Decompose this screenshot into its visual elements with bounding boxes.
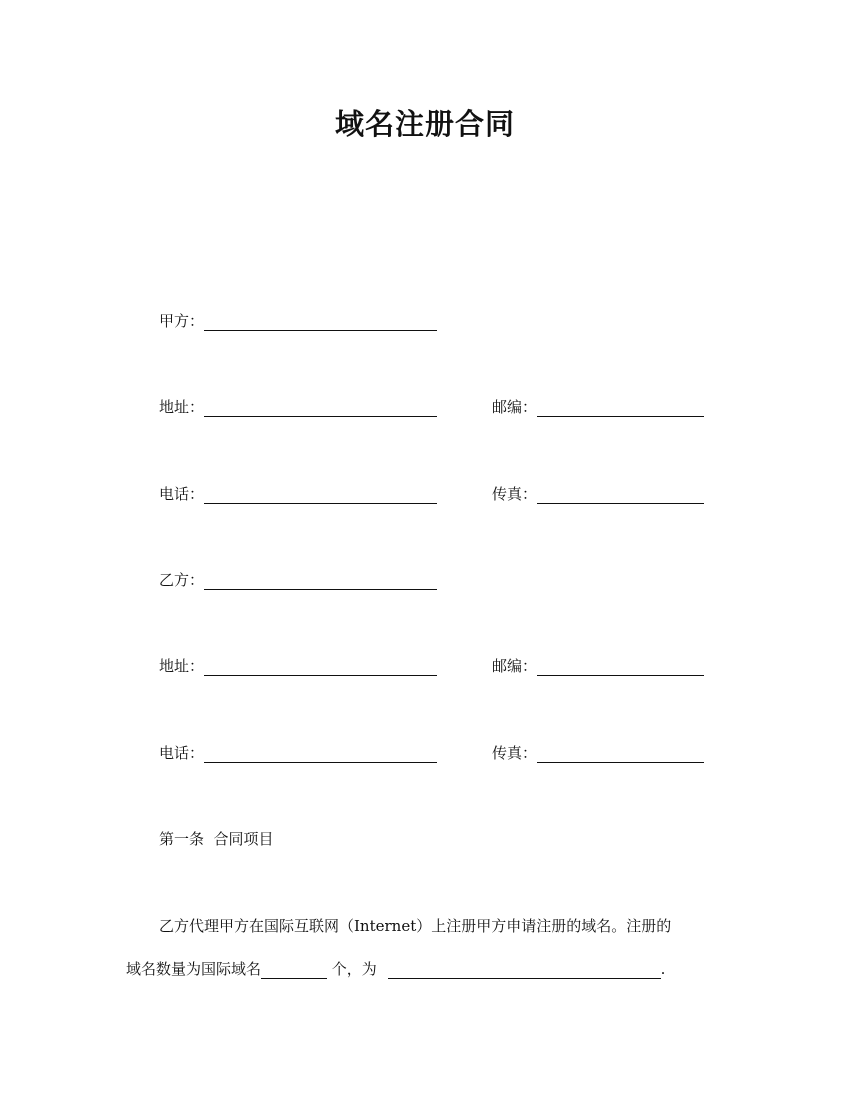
domain-names-blank[interactable] (388, 960, 661, 979)
article-1-line-1: 乙方代理甲方在国际互联网（Internet）上注册甲方申请注册的域名。注册的 (159, 917, 672, 935)
article-1-heading: 第一条 合同项目 (159, 830, 274, 848)
party-b-name-blank[interactable] (204, 571, 437, 590)
party-b-address-label: 地址： (159, 657, 205, 675)
party-a-address-field (159, 397, 437, 417)
article-1-line-2 (126, 959, 665, 979)
party-a-address-blank[interactable] (204, 398, 437, 417)
party-a-phone-label: 电话： (159, 485, 205, 503)
party-a-postcode-label: 邮编： (492, 398, 538, 416)
party-a-postcode-field (492, 397, 704, 417)
party-a-name-blank[interactable] (204, 312, 437, 331)
party-b-phone-label: 电话： (159, 744, 205, 762)
party-b-fax-blank[interactable] (537, 744, 704, 763)
article-1-line-2-end: . (660, 960, 666, 978)
domain-count-blank[interactable] (261, 960, 327, 979)
party-b-phone-blank[interactable] (204, 744, 437, 763)
article-1-line-2-part-1: 域名数量为国际域名 (126, 960, 262, 978)
party-b-address-blank[interactable] (204, 657, 437, 676)
party-a-phone-blank[interactable] (204, 485, 437, 504)
party-b-fax-field (492, 743, 704, 763)
party-b-address-field (159, 656, 437, 676)
party-b-name-label: 乙方： (159, 571, 205, 589)
party-b-postcode-blank[interactable] (537, 657, 704, 676)
party-b-postcode-field (492, 656, 704, 676)
party-a-fax-field (492, 484, 704, 504)
document-title: 域名注册合同 (334, 107, 515, 141)
party-b-postcode-label: 邮编： (492, 657, 538, 675)
party-a-name-label: 甲方： (159, 312, 205, 330)
party-a-name-field (159, 311, 437, 331)
party-a-address-label: 地址： (159, 398, 205, 416)
party-a-postcode-blank[interactable] (537, 398, 704, 417)
party-b-name-field (159, 570, 437, 590)
party-b-phone-field (159, 743, 437, 763)
party-a-fax-blank[interactable] (537, 485, 704, 504)
party-a-phone-field (159, 484, 437, 504)
party-b-fax-label: 传真： (492, 744, 538, 762)
party-a-fax-label: 传真： (492, 485, 538, 503)
article-1-line-2-part-2: 个，为 (327, 960, 382, 978)
